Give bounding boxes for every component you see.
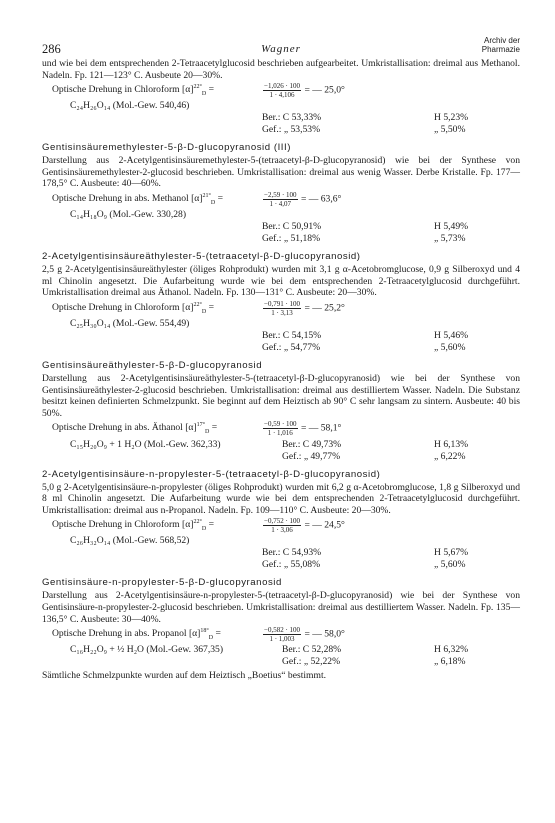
found-carbon: Gef.: „ 49,77% bbox=[282, 450, 341, 462]
section-body: Darstellung aus 2-Acetylgentisinsäure-n-propylester-5-(tetraacetyl-β-D-glucopyranosid) wie bei der Synthese von Gentisinsäure-n-propylester-2-glucosid beschrieben. Umkristallisation: dreimal aus destilliertem Wasser. Nadeln. Fp. 135—136,5° C. Ausbeute: 30—40%. bbox=[42, 590, 520, 625]
journal-line-2: Pharmazie bbox=[481, 45, 520, 54]
found-hydrogen: „ 6,18% bbox=[434, 656, 466, 668]
rotation-block bbox=[42, 516, 520, 571]
journal-name bbox=[482, 36, 520, 54]
rotation-block bbox=[42, 299, 520, 354]
rotation-block-top bbox=[42, 81, 520, 136]
rotation-label: Optische Drehung in abs. Methanol $[\alpha]^{21^\circ}_D$ = bbox=[52, 193, 224, 207]
molecular-formula: C₂₅H₃₀O₁₄ (Mol.-Gew. 554,49) bbox=[70, 318, 190, 330]
rotation-block bbox=[42, 419, 520, 462]
calc-hydrogen: H 6,32% bbox=[434, 644, 469, 656]
section-body: Darstellung aus 2-Acetylgentisinsäuremethylester-5-(tetraacetyl-β-D-glucopyranosid) wie bei der Synthese von Gentisinsäuremethylester-2-glucosid beschrieben. Umkristallisation: dreimal aus wenig Wasser. Derbe Kristalle. Fp. 177—178,5° C. Ausbeute: 40—60%. bbox=[42, 155, 520, 190]
found-carbon: Gef.: „ 52,22% bbox=[282, 656, 341, 668]
rotation-block bbox=[42, 625, 520, 668]
section-title: Gentisinsäuremethylester-5-β-D-glucopyranosid (III) bbox=[42, 142, 291, 154]
calc-hydrogen: H 5,23% bbox=[434, 112, 469, 124]
found-hydrogen: „ 5,50% bbox=[434, 124, 466, 136]
section-title: Gentisinsäure-n-propylester-5-β-D-glucopyranosid bbox=[42, 577, 282, 589]
rotation-value: $\frac{-2,59 \cdot 100}{1 \cdot 4,07}$ = — 63,6° bbox=[264, 191, 342, 209]
found-hydrogen: „ 6,22% bbox=[434, 450, 466, 462]
section-title: 2-Acetylgentisinsäureäthylester-5-(tetraacetyl-β-D-glucopyranosid) bbox=[42, 251, 361, 263]
rotation-label: Optische Drehung in Chloroform $[\alpha]^{22^\circ}_D$ = bbox=[52, 84, 215, 98]
found-carbon: Gef.: „ 53,53% bbox=[262, 124, 321, 136]
found-carbon: Gef.: „ 54,77% bbox=[262, 342, 321, 354]
calc-carbon: Ber.: C 54,93% bbox=[262, 547, 322, 559]
rotation-value: $\frac{-0,59 \cdot 100}{1 \cdot 1,016}$ = — 58,1° bbox=[264, 420, 342, 438]
calc-carbon: Ber.: C 53,33% bbox=[262, 112, 322, 124]
calc-carbon: Ber.: C 52,28% bbox=[282, 644, 342, 656]
molecular-formula: C₂₄H₂₆O₁₄ (Mol.-Gew. 540,46) bbox=[70, 100, 190, 112]
rotation-value: $\frac{-0,791 \cdot 100}{1 \cdot 3,13}$ = — 25,2° bbox=[264, 299, 345, 317]
molecular-formula: C₁₄H₁₈O₉ (Mol.-Gew. 330,28) bbox=[70, 209, 187, 221]
running-author: Wagner bbox=[261, 43, 301, 55]
found-carbon: Gef.: „ 55,08% bbox=[262, 559, 321, 571]
molecular-formula: C₁₆H₂₂O₉ + ½ H₂O (Mol.-Gew. 367,35) bbox=[70, 644, 224, 656]
rotation-value: $\frac{-0,752 \cdot 100}{1 \cdot 3,06}$ = — 24,5° bbox=[264, 517, 345, 535]
section-body: 2,5 g 2-Acetylgentisinsäureäthylester (öliges Rohprodukt) wurden mit 3,1 g α-Acetobromglucose, 0,9 g Silberoxyd und 4 ml Chinolin angesetzt. Die Aufarbeitung wurde wie bei dem entsprechenden 2-Tetraacetylglucosid durchgeführt. Umkristallisation dreimal aus Äthanol. Nadeln. Fp. 130—131° C. Ausbeute: 20—30%. bbox=[42, 264, 520, 299]
calc-carbon: Ber.: C 49,73% bbox=[282, 438, 342, 450]
calc-hydrogen: H 5,49% bbox=[434, 221, 469, 233]
section-body: Darstellung aus 2-Acetylgentisinsäureäthylester-5-(tetraacetyl-β-D-glucopyranosid) wie bei der Synthese von Gentisinsäureäthylester-2-glucosid beschrieben. Umkristallisation: dreimal aus destilliertem Wasser. Nadeln. Die Substanz besitzt keinen definierten Schmelzpunkt. Sie beginnt auf dem Heiztisch ab 90° C sehr langsam zu sintern. Ausbeute: 40 bis 50%. bbox=[42, 373, 520, 419]
calc-carbon: Ber.: C 54,15% bbox=[262, 330, 322, 342]
rotation-label: Optische Drehung in Chloroform $[\alpha]^{22^\circ}_D$ = bbox=[52, 519, 215, 533]
page-number: 286 bbox=[42, 42, 61, 56]
calc-hydrogen: H 5,46% bbox=[434, 330, 469, 342]
footer-note: Sämtliche Schmelzpunkte wurden auf dem Heiztisch „Boetius“ bestimmt. bbox=[42, 670, 327, 682]
rotation-label: Optische Drehung in abs. Äthanol $[\alpha]^{17^\circ}_D$ = bbox=[52, 422, 218, 436]
rotation-label: Optische Drehung in abs. Propanol $[\alpha]^{18^\circ}_D$ = bbox=[52, 628, 221, 642]
paragraph-continuation: und wie bei dem entsprechenden 2-Tetraacetylglucosid beschrieben aufgearbeitet. Umkristallisation: dreimal aus Methanol. Nadeln. Fp. 121—123° C. Ausbeute 20—30%. bbox=[42, 58, 520, 81]
molecular-formula: C₁₅H₂₀O₉ + 1 H₂O (Mol.-Gew. 362,33) bbox=[70, 438, 221, 450]
calc-hydrogen: H 6,13% bbox=[434, 438, 469, 450]
calc-carbon: Ber.: C 50,91% bbox=[262, 221, 322, 233]
rotation-label: Optische Drehung in Chloroform $[\alpha]^{22^\circ}_D$ = bbox=[52, 301, 215, 316]
section-title: Gentisinsäureäthylester-5-β-D-glucopyranosid bbox=[42, 360, 263, 372]
rotation-value: $\frac{-1,026 \cdot 100}{1 \cdot 4,106}$ = — 25,0° bbox=[264, 82, 345, 100]
found-hydrogen: „ 5,73% bbox=[434, 233, 466, 245]
rotation-value: $\frac{-0,582 \cdot 100}{1 \cdot 1,003}$ = — 58,0° bbox=[264, 626, 345, 644]
molecular-formula: C₂₆H₃₂O₁₄ (Mol.-Gew. 568,52) bbox=[70, 535, 190, 547]
found-hydrogen: „ 5,60% bbox=[434, 559, 466, 571]
journal-line-1: Archiv der bbox=[483, 36, 520, 45]
found-carbon: Gef.: „ 51,18% bbox=[262, 233, 321, 245]
page bbox=[42, 36, 520, 682]
section-body: 5,0 g 2-Acetylgentisinsäure-n-propylester (öliges Rohprodukt) wurden mit 6,2 g α-Acetobromglucose, 1,8 g Silberoxyd und 8 ml Chinolin angesetzt. Die Aufarbeitung wurde wie bei dem entsprechenden 2-Tetraacetylglucosid durchgeführt. Umkristallisation: dreimal aus n-Propanol. Nadeln. Fp. 109—110° C. Ausbeute: 20—30%. bbox=[42, 481, 520, 516]
running-header bbox=[42, 36, 520, 58]
found-hydrogen: „ 5,60% bbox=[434, 342, 466, 354]
section-title: 2-Acetylgentisinsäure-n-propylester-5-(tetraacetyl-β-D-glucopyranosid) bbox=[42, 468, 381, 480]
calc-hydrogen: H 5,67% bbox=[434, 547, 469, 559]
rotation-block bbox=[42, 190, 520, 245]
